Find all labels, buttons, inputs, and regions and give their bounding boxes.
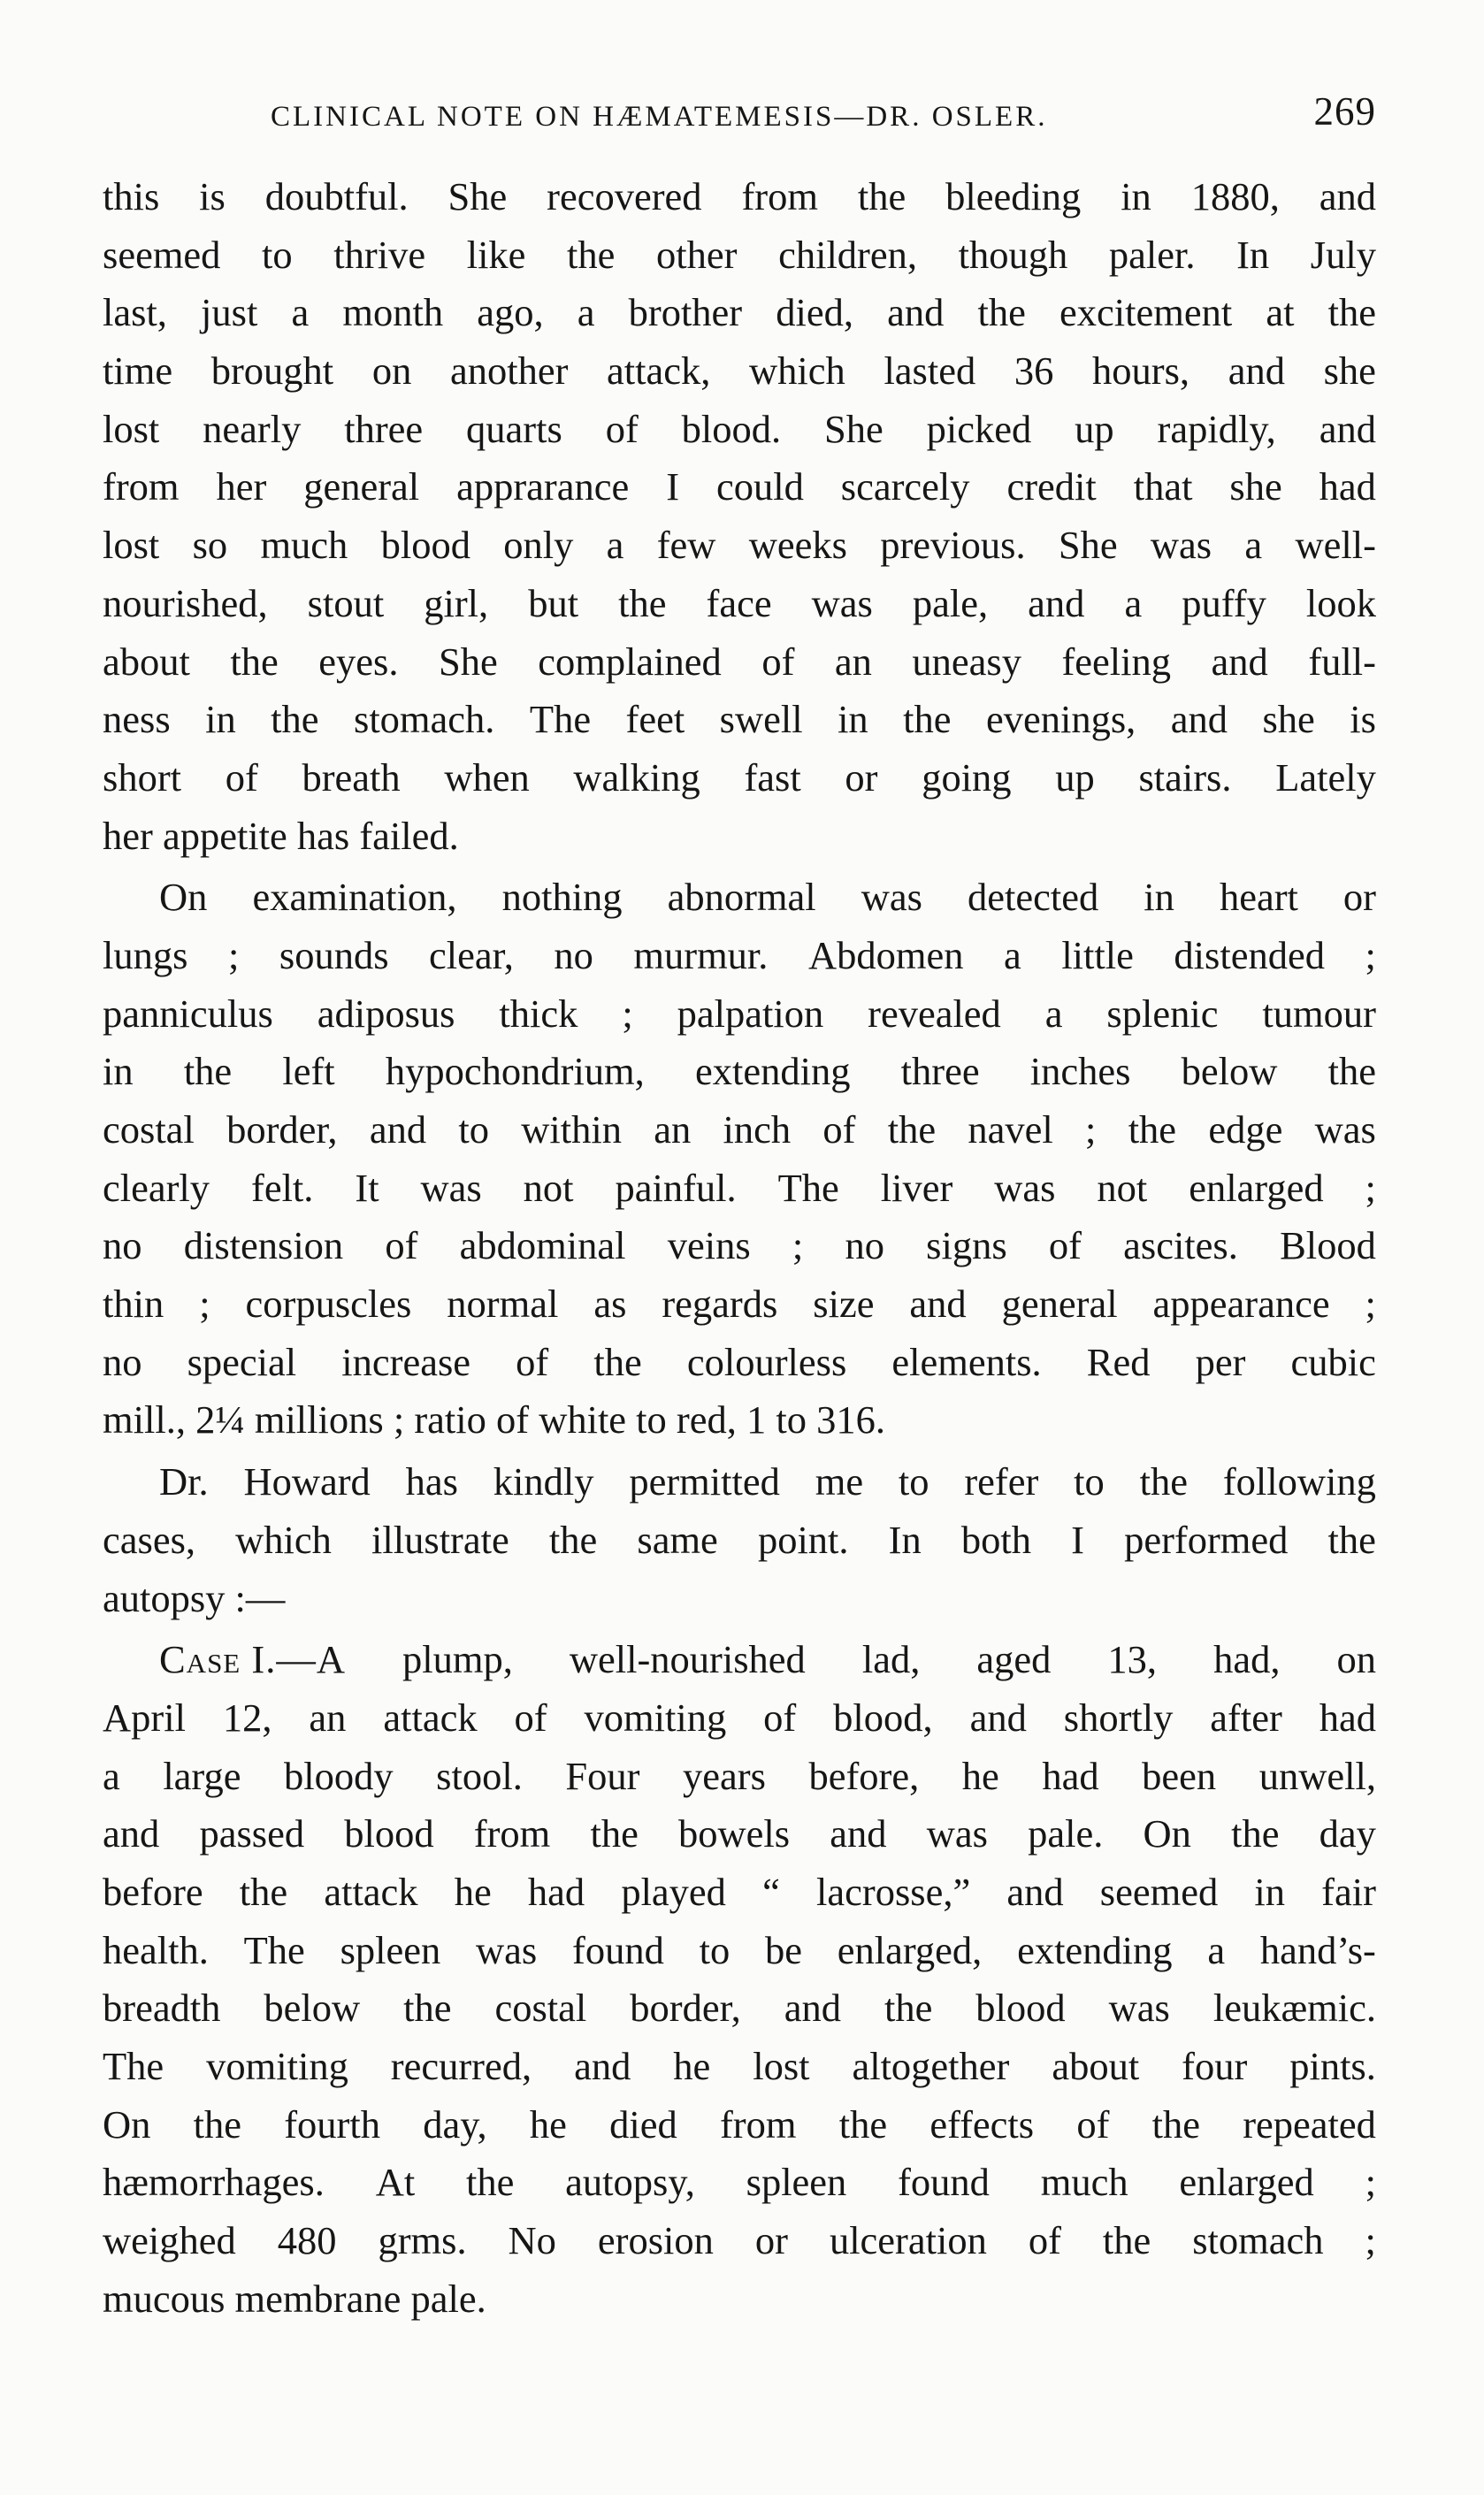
page-header [271,88,1376,145]
text-line: health. The spleen was found to be enlarged, extending a hand’s- [103,1927,1376,1972]
text-line: breadth below the costal border, and the blood was leukæmic. [103,1986,1376,2031]
text-line: from her general apprarance I could scarcely credit that she had [103,464,1376,509]
text-line: lungs ; sounds clear, no murmur. Abdomen a little distended ; [103,932,1376,977]
text-line: April 12, an attack of vomiting of blood, and shortly after had [103,1695,1376,1740]
text-line: On the fourth day, he died from the effects of the repeated [103,2101,1376,2147]
text-line: lost nearly three quarts of blood. She picked up rapidly, and [103,406,1376,451]
text-line: panniculus adiposus thick ; palpation revealed a splenic tumour [103,991,1376,1036]
text-line: a large bloody stool. Four years before, he had been unwell, [103,1753,1376,1798]
paragraph [103,1631,1376,2328]
text-line: costal border, and to within an inch of the navel ; the edge was [103,1107,1376,1152]
text-line: clearly felt. It was not painful. The liver was not enlarged ; [103,1165,1376,1210]
text-line: cases, which illustrate the same point. In both I performed the [103,1517,1376,1562]
running-title: CLINICAL NOTE ON HÆMATEMESIS—DR. OSLER. [271,101,1048,133]
text-line: The vomiting recurred, and he lost altogether about four pints. [103,2044,1376,2088]
text-line: autopsy :— [103,1575,286,1620]
body-text [103,168,1376,2331]
text-line: ness in the stomach. The feet swell in the evenings, and she is [103,697,1376,742]
text-line: about the eyes. She complained of an uneasy feeling and full- [103,639,1376,684]
text-line: On examination, nothing abnormal was detected in heart or [159,875,1376,920]
text-line: this is doubtful. She recovered from the bleeding in 1880, and [103,174,1376,218]
text-line: no special increase of the colourless elements. Red per cubic [103,1339,1376,1384]
text-line: lost so much blood only a few weeks previous. She was a well- [103,523,1376,568]
text-line: time brought on another attack, which lasted 36 hours, and she [103,348,1376,394]
paragraph [103,1453,1376,1627]
case-label: Case I.—A [159,1637,346,1682]
text-line: Dr. Howard has kindly permitted me to refer to the following [159,1459,1376,1504]
text-line: last, just a month ago, a brother died, and the excitement at the [103,290,1376,335]
text-line: in the left hypochondrium, extending three inches below the [103,1049,1376,1094]
text-line: thin ; corpuscles normal as regards size and general appearance ; [103,1282,1376,1327]
text-line: hæmorrhages. At the autopsy, spleen found much enlarged ; [103,2160,1376,2205]
text-line: weighed 480 grms. No erosion or ulceration of the stomach ; [103,2218,1376,2263]
text-line: no distension of abdominal veins ; no signs of ascites. Blood [103,1223,1376,1268]
text-line: mill., 2¼ millions ; ratio of white to red, 1 to 316. [103,1397,885,1443]
text-line: and passed blood from the bowels and was pale. On the day [103,1811,1376,1856]
text-line: her appetite has failed. [103,813,459,858]
page-number: 269 [1313,89,1376,134]
text-line: short of breath when walking fast or going up stairs. Lately [103,754,1376,800]
text-line: seemed to thrive like the other children, though paler. In July [103,232,1376,277]
text-line: before the attack he had played “ lacrosse,” and seemed in fair [103,1869,1376,1914]
text-line: nourished, stout girl, but the face was pale, and a puffy look [103,580,1376,625]
paragraph [103,168,1376,865]
text-line: Case I.—A plump, well-nourished lad, aged 13, had, on [103,1631,1376,1689]
paragraph [103,869,1376,1450]
text-line: mucous membrane pale. [103,2276,486,2321]
